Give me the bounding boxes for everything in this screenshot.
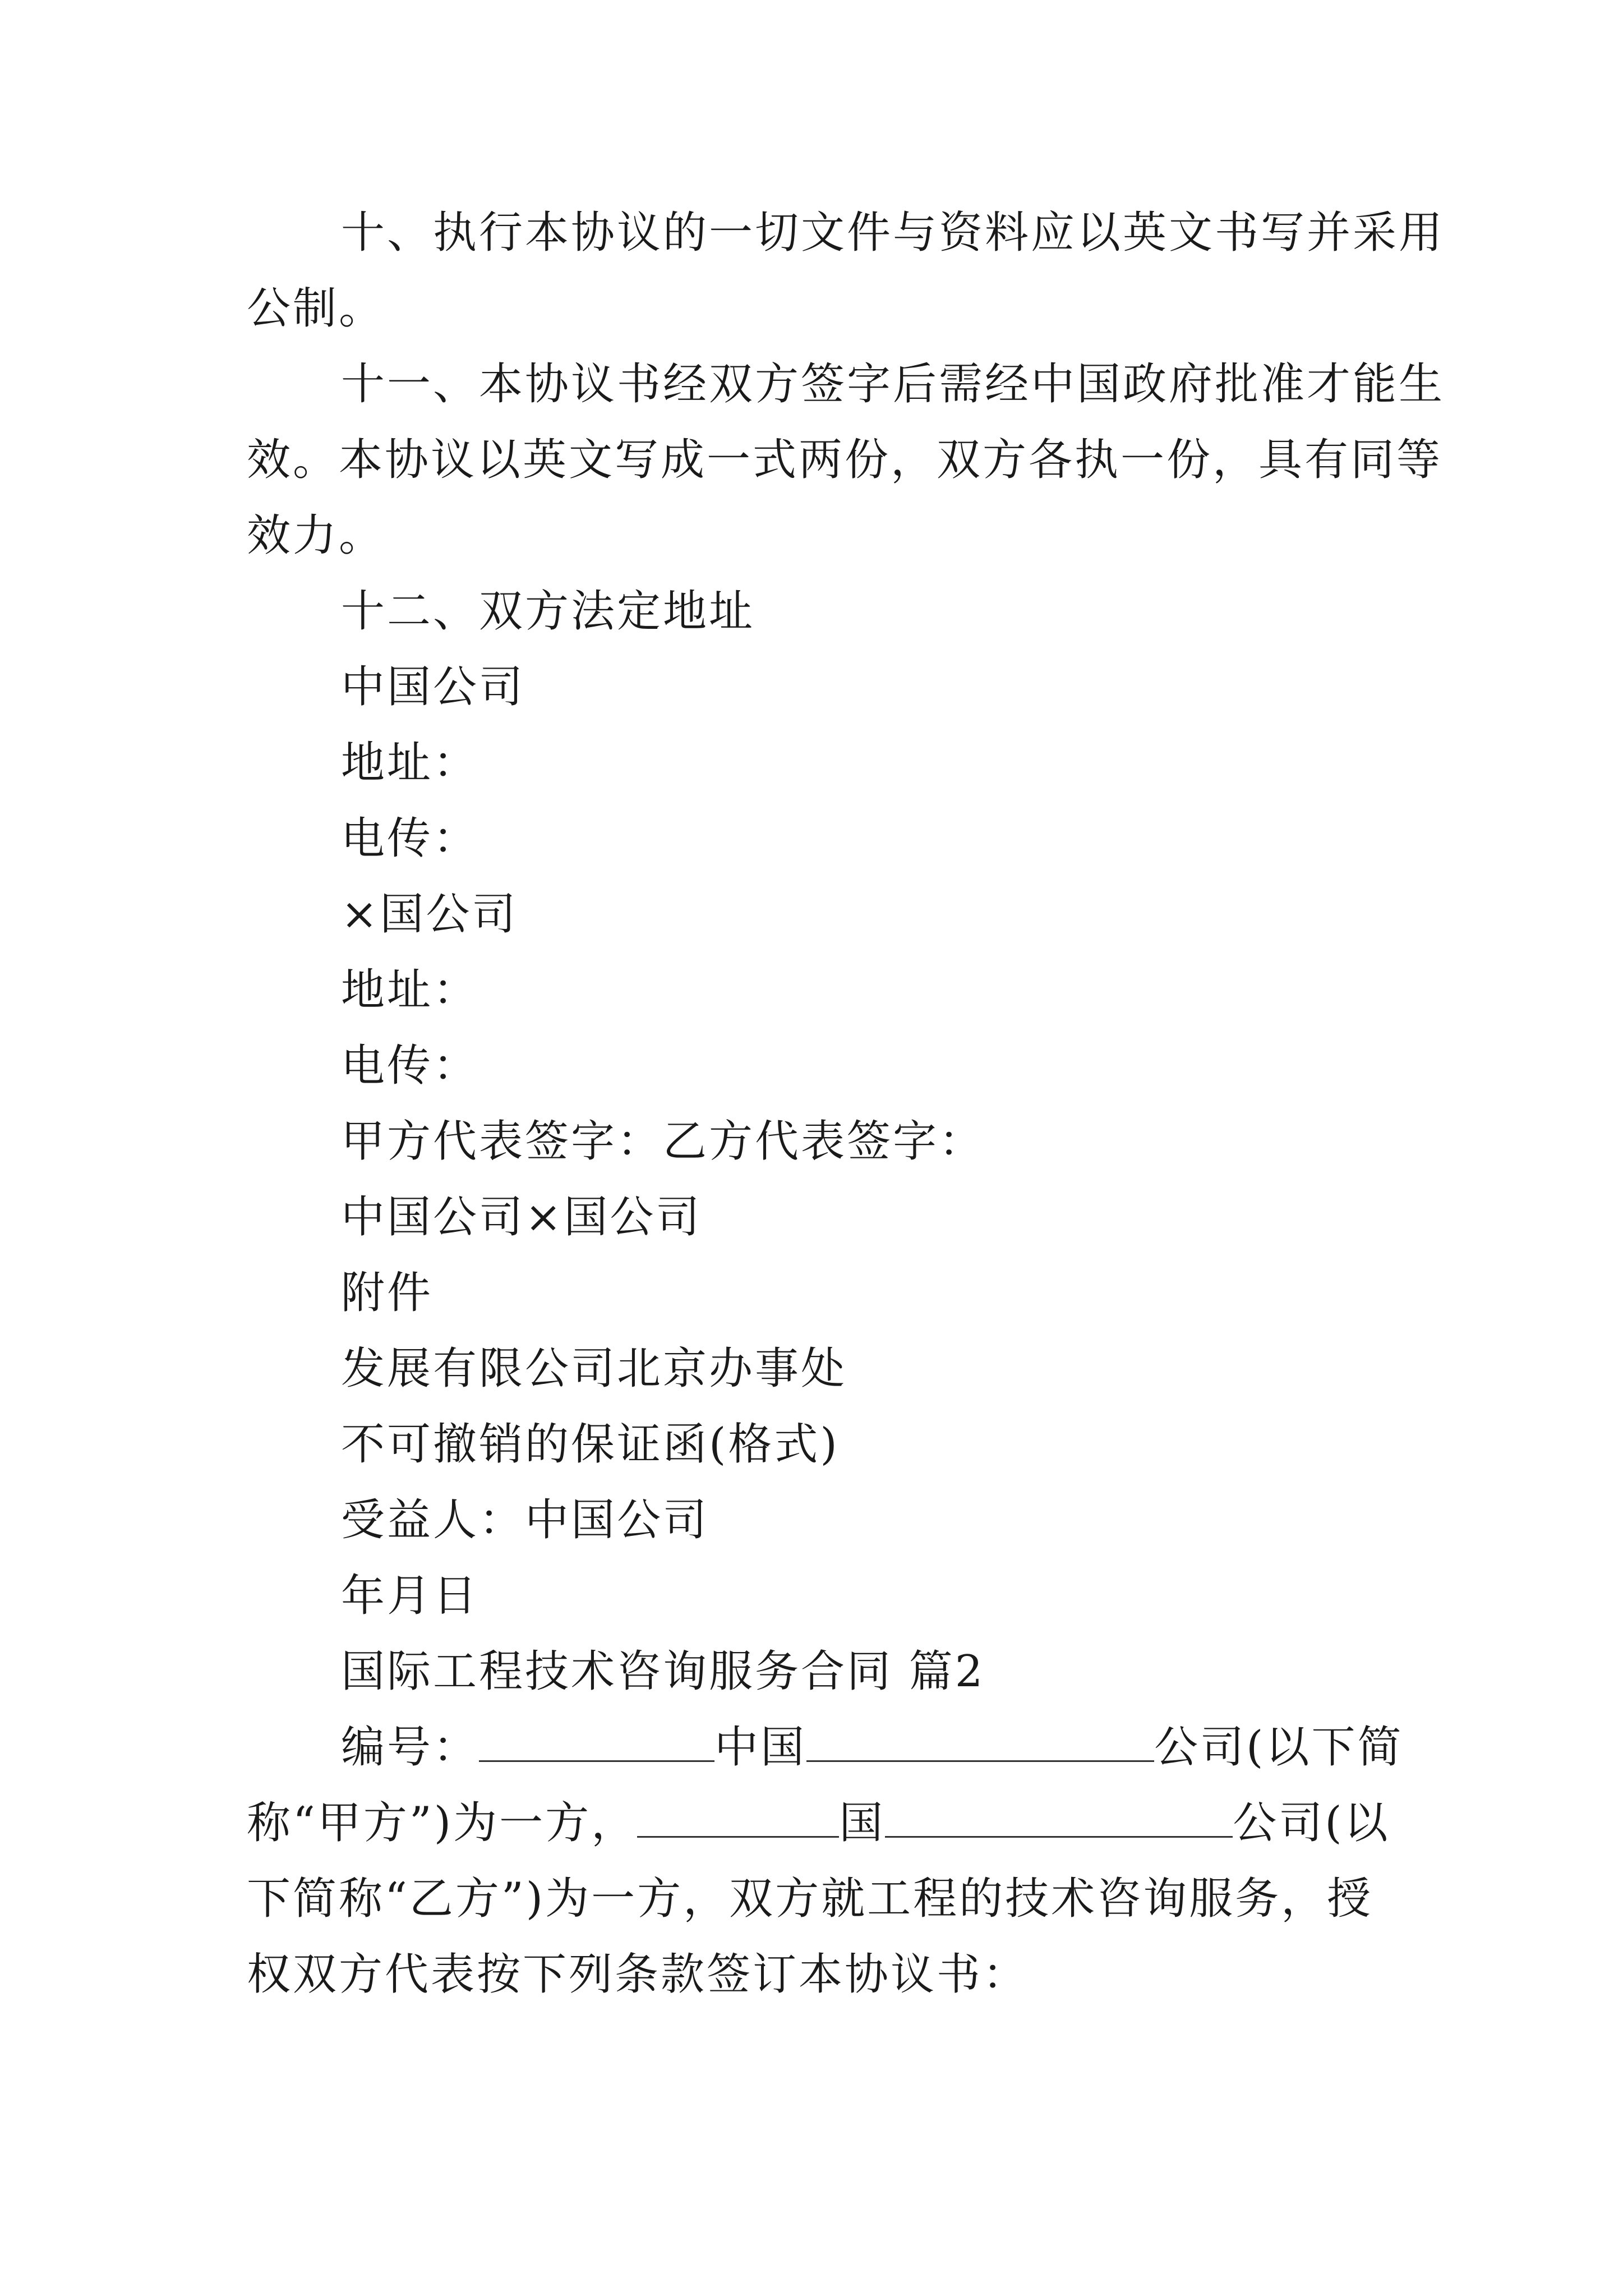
company-name: ×国公司 — [341, 889, 518, 940]
attachment-heading: 附件 — [341, 1268, 434, 1318]
country-blank — [637, 1797, 839, 1838]
contract-intro-line-4: 权双方代表按下列条款签订本协议书： — [247, 1949, 1029, 2000]
company-blank — [806, 1721, 1154, 1762]
telex-label: 电传： — [341, 813, 479, 864]
telex-label: 电传： — [341, 1041, 479, 1091]
contract-intro-line-3: 下简称“乙方”)为一方，双方就工程的技术咨询服务，授 — [247, 1874, 1373, 1924]
date-line: 年月日 — [341, 1571, 479, 1621]
party-a-label: 称“甲方”)为一方， — [247, 1798, 638, 1848]
company-open-label: 公司(以下简 — [1154, 1722, 1404, 1773]
beneficiary-line: 受益人：中国公司 — [341, 1495, 709, 1545]
section-heading: 十二、双方法定地址 — [341, 586, 755, 637]
office-name: 发展有限公司北京办事处 — [341, 1343, 847, 1394]
contract-intro-line-2 — [247, 1795, 1390, 1851]
company-name: 中国公司 — [341, 662, 525, 712]
paragraph-line: 效力。 — [247, 510, 385, 561]
paragraph-line: 公制。 — [247, 283, 385, 334]
signature-companies: 中国公司×国公司 — [341, 1192, 702, 1243]
paragraph-line: 十一、本协议书经双方签字后需经中国政府批准才能生 — [341, 359, 1445, 409]
contract-intro-line-1 — [341, 1719, 1404, 1775]
country-label: 国 — [839, 1798, 886, 1848]
address-label: 地址： — [341, 738, 479, 788]
guarantee-title: 不可撤销的保证函(格式) — [341, 1419, 840, 1470]
address-label: 地址： — [341, 965, 479, 1015]
paragraph-line: 十、执行本协议的一切文件与资料应以英文书写并采用 — [341, 208, 1445, 258]
company-blank-2 — [885, 1797, 1233, 1838]
signature-line: 甲方代表签字：乙方代表签字： — [341, 1116, 985, 1167]
number-blank — [479, 1721, 714, 1762]
china-label: 中国 — [714, 1722, 807, 1773]
company-open-label-2: 公司(以 — [1233, 1798, 1390, 1848]
number-label: 编号： — [341, 1722, 479, 1773]
contract-title: 国际工程技术咨询服务合同 篇2 — [341, 1646, 985, 1697]
paragraph-line: 效。本协议以英文写成一式两份，双方各执一份，具有同等 — [247, 435, 1443, 485]
